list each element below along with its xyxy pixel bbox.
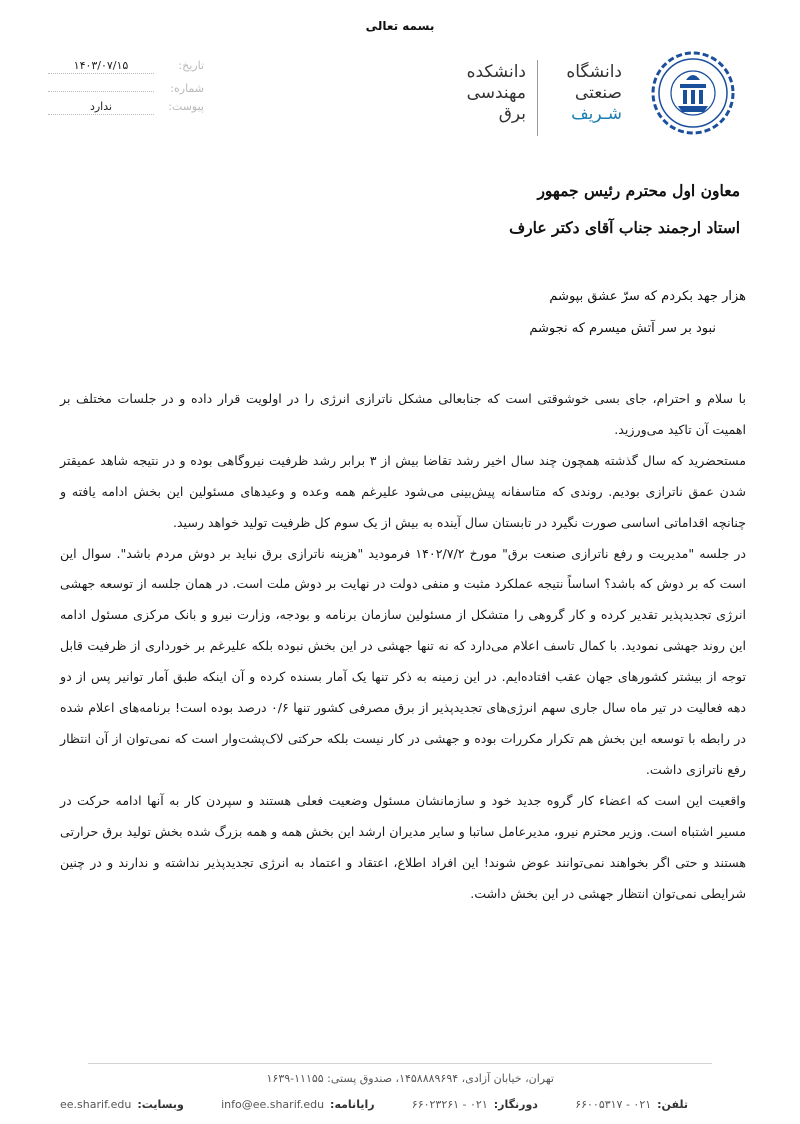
number-label: شماره: — [170, 82, 204, 95]
footer-divider — [88, 1063, 712, 1064]
faculty-name-line: برق — [498, 104, 526, 124]
website-contact — [60, 1098, 184, 1111]
email-label: رایانامه: — [330, 1098, 375, 1111]
letter-body — [60, 384, 746, 909]
fax-number: ۰۲۱ - ۶۶۰۲۳۲۶۱ — [411, 1098, 488, 1111]
fax-label: دورنگار: — [493, 1098, 538, 1111]
poem-line: نبود بر سر آتش میسرم که نجوشم — [529, 321, 716, 336]
date-row — [44, 57, 204, 75]
faculty-name-line: دانشکده — [466, 62, 526, 82]
university-name-line: شـریف — [571, 104, 622, 124]
attachment-label: پیوست: — [168, 100, 204, 113]
sharif-university-logo — [650, 50, 736, 136]
body-paragraph: با سلام و احترام، جای بسی خوشوقتی است که جنابعالی مشکل ناترازی انرژی را در اولویت قرار داده و در جلسات مختلف بر اهمیت آن تاکید می‌ورزید. — [60, 391, 746, 437]
university-name-line: صنعتی — [574, 83, 622, 103]
poem-line: هزار جهد بکردم که سرّ عشق بپوشم — [549, 289, 746, 304]
website-label: وبسایت: — [137, 1098, 184, 1111]
footer-contacts — [60, 1098, 688, 1111]
university-name-line: دانشگاه — [566, 62, 622, 82]
university-name — [552, 62, 622, 125]
body-paragraph: مستحضرید که سال گذشته همچون چند سال اخیر رشد تقاضا بیش از ۳ برابر رشد ظرفیت نیروگاهی بوده و در نتیجه شاهد عمیقتر شدن عمق ناترازی بودیم. روندی که متاسفانه پیش‌بینی می‌شود علیرغم همه وعده و وعیدهای مسئولین این بخش ادامه یافته و چنانچه اقداماتی اساسی صورت نگیرد در تابستان سال آینده به بیش از یک سوم کل ظرفیت تولید خواهد رسید. — [60, 452, 747, 530]
letter-meta — [44, 57, 204, 116]
invocation-heading: بسمه تعالی — [365, 19, 435, 33]
faculty-name-line: مهندسی — [466, 83, 526, 103]
header-divider — [537, 60, 538, 136]
website-address[interactable]: ee.sharif.edu — [60, 1098, 132, 1111]
email-contact — [221, 1098, 375, 1111]
phone-contact — [575, 1098, 688, 1111]
addressee-name: استاد ارجمند جناب آقای دکتر عارف — [509, 218, 740, 237]
email-address[interactable]: info@ee.sharif.edu — [221, 1098, 325, 1111]
number-row — [44, 75, 204, 98]
attachment-row — [44, 98, 204, 116]
addressee-title: معاون اول محترم رئیس جمهور — [537, 181, 740, 200]
phone-label: تلفن: — [657, 1098, 688, 1111]
body-paragraph: واقعیت این است که اعضاء کار گروه جدید خود و سازمانشان مسئول وضعیت فعلی هستند و سپردن کار به آنها ادامه حرکت در مسیر اشتباه است. وزیر محترم نیرو، مدیرعامل ساتبا و سایر مدیران ارشد این بخش همه و همه بزرگ شده بخش تولید برق حرارتی هستند و حتی اگر بخواهند نمی‌توانند عوض شوند! این افراد اطلاع، اعتقاد و اعتماد به انرژی تجدیدپذیر نداشته و ندارند و در چنین شرایطی نمی‌توان انتظار جهشی در این بخش داشت. — [60, 792, 746, 901]
phone-number: ۰۲۱ - ۶۶۰۰۵۳۱۷ — [575, 1098, 652, 1111]
faculty-name — [450, 62, 526, 125]
attachment-value: ندارد — [48, 98, 154, 115]
body-paragraph: در جلسه "مدیریت و رفع ناترازی صنعت برق" مورخ ۱۴۰۲/۷/۲ فرمودید "هزینه ناترازی برق نباید بر دوش مردم باشد". سوال این است که بر دوش که باشد؟ اساساً نتیجه عملکرد مثبت و منفی دولت در نهایت بر دوش ملت است. در همان جلسه از توسعه جهشی انرژی تجدیدپذیر تقدیر کرده و کار گروهی را متشکل از مسئولین سازمان برنامه و بودجه، وزارت نیرو و بانک مرکزی مسئول ادامه این روند جهشی نمودید. با کمال تاسف اعلام می‌دارد که نه تنها جهشی در این بخش نبوده بلکه علیرغم بر خورداری از ظرفیت قابل توجه از بیشتر کشورهای جهان عقب افتاده‌ایم. در این زمینه به ذکر تنها یک آمار بسنده کرده و آن اینکه طبق آمار توانیر پس از دو دهه فعالیت در تیر ماه سال جاری سهم انرژی‌های تجدیدپذیر از برق مصرفی کشور تنها ۰/۶ درصد بوده است! برنامه‌های اعلام شده در رابطه با توسعه این بخش هم تکرار مکررات بوده و جهشی در کار نیست بلکه حرکتی لاک‌پشت‌وار است که نمی‌توان از آن انتظار رفع ناترازی داشت. — [60, 545, 747, 777]
number-value — [48, 75, 154, 92]
footer-address: تهران، خیابان آزادی، ۱۴۵۸۸۸۹۶۹۴، صندوق پستی: ۱۱۱۵۵-۱۶۳۹ — [266, 1072, 554, 1085]
date-label: تاریخ: — [178, 59, 204, 72]
date-value: ۱۴۰۳/۰۷/۱۵ — [48, 57, 154, 74]
fax-contact — [412, 1098, 538, 1111]
